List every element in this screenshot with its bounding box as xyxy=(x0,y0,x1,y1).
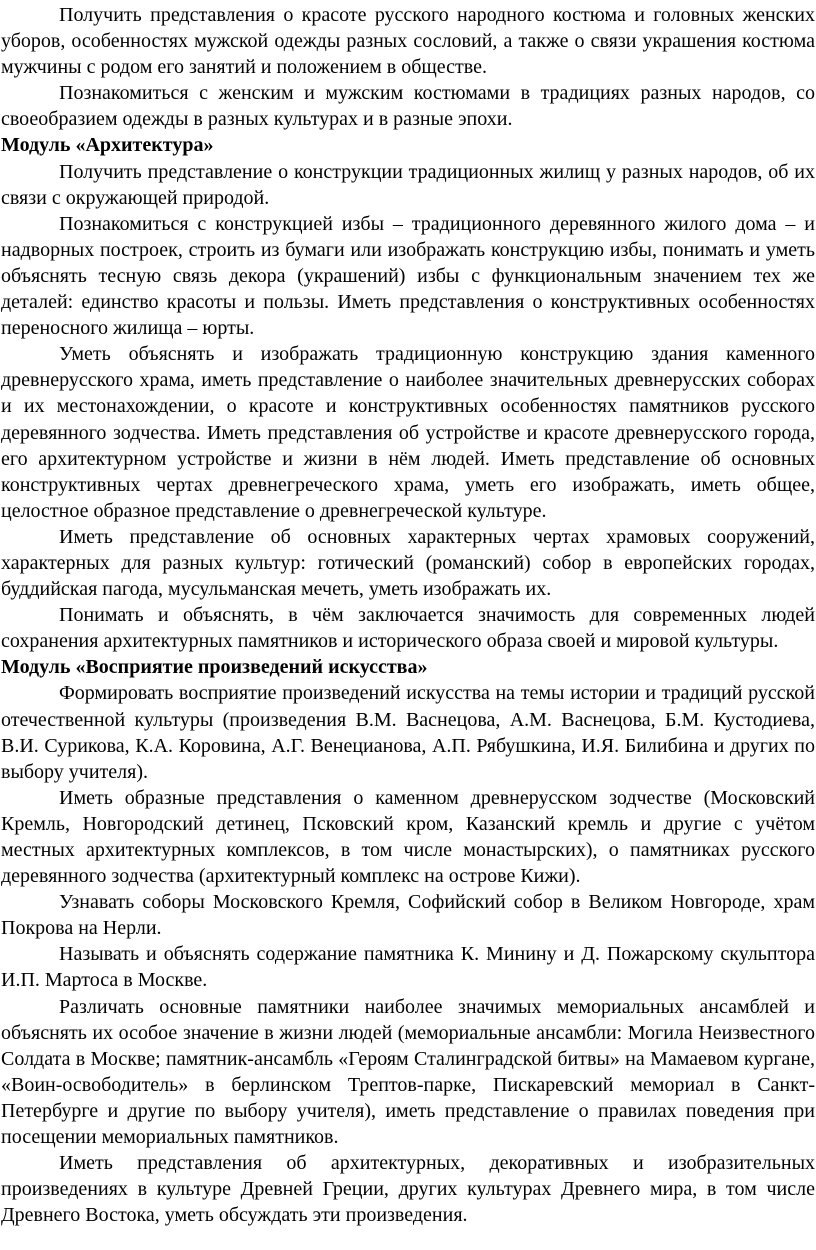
paragraph-architecture-1: Получить представление о конструкции традиционных жилищ у разных народов, об их связи с окружающей природой. xyxy=(1,160,815,209)
paragraph-costume-russian: Получить представления о красоте русского народного костюма и головных женских уборов, особенностях мужской одежды разных сословий, а также о связи украшения костюма мужчины с родом его занятий и положением в обществе. xyxy=(1,4,815,79)
paragraph-perception-1: Формировать восприятие произведений искусства на темы истории и традиций русской отечественной культуры (произведения В.М. Васнецова, А.М. Васнецова, Б.М. Кустодиева, В.И. Сурикова, К.А. Коровина, А.Г. Венецианова, А.П. Рябушкина, И.Я. Билибина и других по выбору учителя). xyxy=(1,682,815,783)
paragraph-architecture-5: Понимать и объяснять, в чём заключается значимость для современных людей сохранения архитектурных памятников и исторического образа своей и мировой культуры. xyxy=(1,604,815,653)
paragraph-architecture-2: Познакомиться с конструкцией избы – традиционного деревянного жилого дома – и надворных построек, строить из бумаги или изображать конструкцию избы, понимать и уметь объяснять тесную связь декора (украшений) избы с функциональным значением тех же деталей: единство красоты и пользы. Иметь представления о конструктивных особенностях переносного жилища – юрты. xyxy=(1,212,815,340)
module-architecture-heading: Модуль «Архитектура» xyxy=(1,134,214,157)
module-perception-heading: Модуль «Восприятие произведений искусства» xyxy=(1,656,428,679)
paragraph-architecture-3: Уметь объяснять и изображать традиционную конструкцию здания каменного древнерусского храма, иметь представление о наиболее значительных древнерусских соборах и их местонахождении, о красоте и конструктивных особенностях памятников русского деревянного зодчества. Иметь представления об устройстве и красоте древнерусского города, его архитектурном устройстве и жизни в нём людей. Иметь представление об основных конструктивных чертах древнегреческого храма, уметь его изображать, иметь общее, целостное образное представление о древнегреческой культуре. xyxy=(1,343,815,522)
paragraph-perception-3: Узнавать соборы Московского Кремля, Софийский собор в Великом Новгороде, храм Покрова на Нерли. xyxy=(1,891,815,940)
paragraph-perception-2: Иметь образные представления о каменном древнерусском зодчестве (Московский Кремль, Новгородский детинец, Псковский кром, Казанский кремль и другие с учётом местных архитектурных комплексов, в том числе монастырских), о памятниках русского деревянного зодчества (архитектурный комплекс на острове Кижи). xyxy=(1,786,815,888)
paragraph-perception-5: Различать основные памятники наиболее значимых мемориальных ансамблей и объяснять их особое значение в жизни людей (мемориальные ансамбли: Могила Неизвестного Солдата в Москве; памятник-ансамбль «Героям Сталинградской битвы» на Мамаевом кургане, «Воин-освободитель» в берлинском Трептов-парке, Пискаревский мемориал в Санкт-Петербурге и другие по выбору учителя), иметь представление о правилах поведения при посещении мемориальных памятников. xyxy=(1,995,815,1149)
paragraph-perception-4: Называть и объяснять содержание памятника К. Минину и Д. Пожарскому скульптора И.П. Мартоса в Москве. xyxy=(1,943,815,992)
paragraph-architecture-4: Иметь представление об основных характерных чертах храмовых сооружений, характерных для разных культур: готический (романский) собор в европейских городах, буддийская пагода, мусульманская мечеть, уметь изображать их. xyxy=(1,525,815,601)
paragraph-costume-peoples: Познакомиться с женским и мужским костюмами в традициях разных народов, со своеобразием одежды в разных культурах и в разные эпохи. xyxy=(1,82,815,131)
paragraph-perception-6: Иметь представления об архитектурных, декоративных и изобразительных произведениях в культуре Древней Греции, других культурах Древнего мира, в том числе Древнего Востока, уметь обсуждать эти произведения. xyxy=(1,1152,815,1227)
